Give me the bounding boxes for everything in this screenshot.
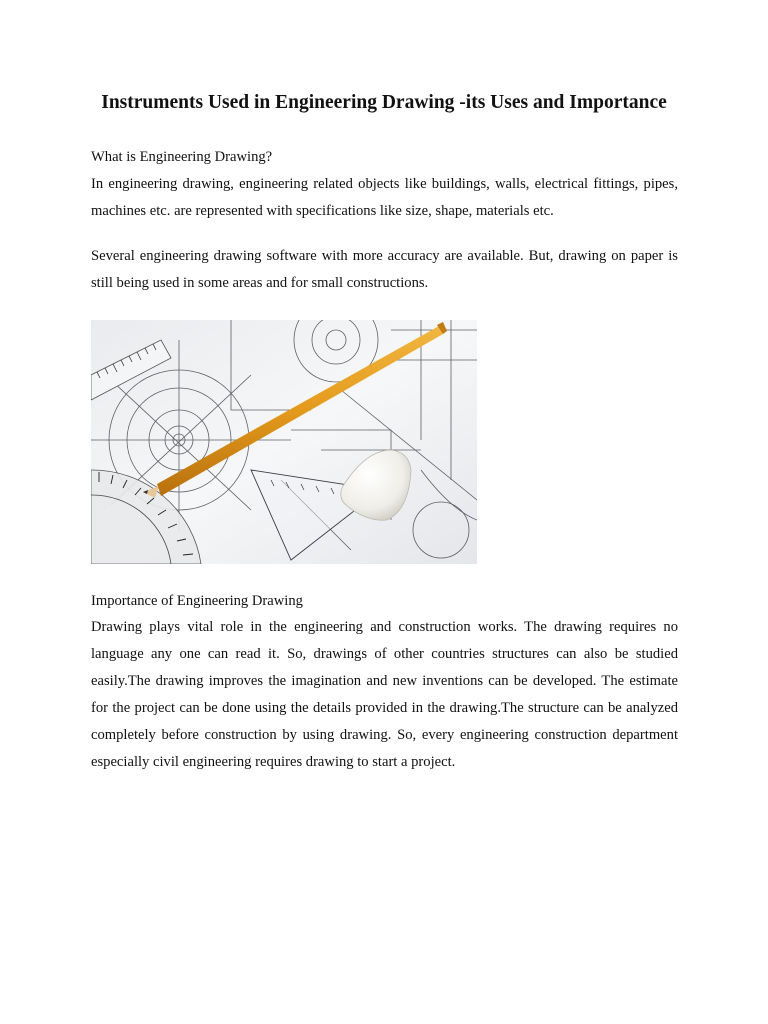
definition-paragraph: In engineering drawing, engineering related objects like buildings, walls, electrical fittings, pipes, machines etc. are represented with specifications like size, shape, materials etc. xyxy=(91,176,678,219)
engineering-drawing-photo xyxy=(91,320,477,564)
engineering-drawing-photo-icon xyxy=(91,320,477,564)
software-paragraph: Several engineering drawing software with more accuracy are available. But, drawing on paper is still being used in some areas and for small constructions. xyxy=(91,248,678,291)
importance-heading: Importance of Engineering Drawing xyxy=(91,593,303,609)
question-heading: What is Engineering Drawing? xyxy=(91,149,273,165)
page-title: Instruments Used in Engineering Drawing -its Uses and Importance xyxy=(101,92,667,113)
importance-paragraph: Drawing plays vital role in the engineering and construction works. The drawing requires no language any one can read it. So, drawings of other countries structures can also be studied easily.The drawing improves the imagination and new inventions can be developed. The estimate for the project can be done using the details provided in the drawing.The structure can be analyzed completely before construction by using drawing. So, every engineering construction department especially civil engineering requires drawing to start a project. xyxy=(91,619,678,770)
